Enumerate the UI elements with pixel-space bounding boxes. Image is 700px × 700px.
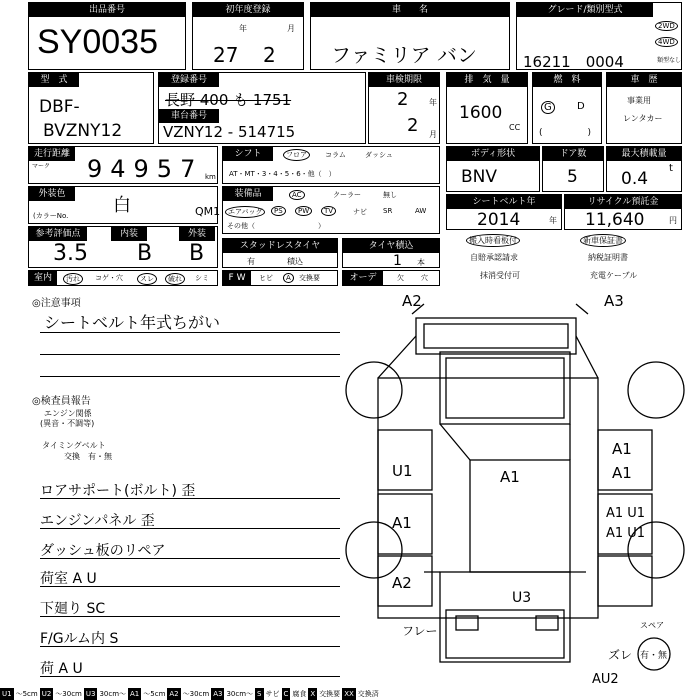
damage-mark-a1u1-right: A1 U1 — [606, 506, 646, 521]
legend-key: U3 — [85, 690, 96, 698]
payload-label: 最大積載量 — [607, 147, 681, 161]
drive-none: 類型なし — [657, 57, 682, 64]
history-rental: レンタカー — [623, 114, 663, 123]
lot-number-label: 出品番号 — [29, 3, 185, 17]
displacement-value: 1600 — [459, 103, 503, 123]
payload-cell — [606, 146, 682, 192]
interior-note-4: シミ — [195, 274, 209, 282]
lot-number: SY0035 — [37, 23, 158, 61]
damage-mark-a1-center: A1 — [500, 468, 520, 486]
mileage-unit: km — [205, 173, 216, 181]
history-business: 事業用 — [627, 96, 651, 105]
legend-key: U2 — [41, 690, 52, 698]
doc-item-5: 充電ケーブル — [590, 271, 638, 280]
inspector-line — [40, 616, 340, 617]
fuel-paren: ( ) — [539, 128, 592, 138]
model-label: 型 式 — [29, 73, 79, 87]
inspector-item-3: 荷室 A U — [40, 571, 97, 587]
legend-value: サビ — [265, 690, 280, 698]
doc-item-3: 納税証明書 — [588, 253, 628, 262]
grade-label: グレード/類別型式 — [517, 3, 653, 17]
body-type-cell — [446, 146, 540, 192]
timing-label: タイミングベルト — [42, 441, 106, 450]
exterior-grade-value: B — [189, 241, 205, 266]
mileage-label: 走行距離 — [29, 147, 75, 161]
equipment-cell — [222, 186, 440, 234]
doc-item-1: 新車保証書 — [580, 234, 626, 247]
chassis-number: VZNY12 - 514715 — [163, 123, 296, 141]
notes-title: ◎注意事項 — [32, 298, 81, 309]
interior-grade-value: B — [137, 241, 153, 266]
doors-label: ドア数 — [543, 147, 603, 161]
fw-cell — [222, 270, 338, 286]
fuel-cell — [532, 72, 602, 144]
interior-note-2: スレ — [137, 273, 157, 285]
inspector-line — [40, 558, 340, 559]
shift-dash: ダッシュ — [365, 151, 393, 159]
lot-number-cell — [28, 2, 186, 70]
doc-item-4: 抹消受付可 — [480, 271, 520, 280]
damage-mark-au2-rear: AU2 — [592, 672, 619, 687]
inspector-line — [40, 528, 340, 529]
fw-item-1: A — [283, 273, 294, 283]
history-label: 車 歴 — [607, 73, 681, 87]
notes-line — [40, 332, 340, 333]
inspection-year-unit: 年 — [429, 98, 437, 107]
payload-unit: t — [669, 163, 673, 174]
studless-cell — [222, 238, 338, 268]
legend-value: 30cm～ — [226, 690, 254, 698]
legend-key: X — [310, 690, 316, 698]
tires-label: タイヤ積込 — [343, 239, 439, 253]
engine-sub: (異音・不調等) — [40, 419, 95, 428]
damage-mark-u3-rear: U3 — [512, 590, 532, 606]
equip-other: その他（ ） — [227, 222, 325, 230]
inspector-item-4: 下廻り SC — [40, 601, 106, 617]
drive-2wd: 2WD — [655, 21, 678, 31]
displacement-label: 排 気 量 — [447, 73, 527, 87]
equip-cooler: クーラー — [333, 191, 361, 199]
legend-value: ～5cm — [143, 690, 166, 698]
shift-floor: フロア — [283, 149, 310, 161]
legend-value: 交換済 — [357, 690, 379, 698]
damage-mark-frame: フレー — [402, 624, 438, 638]
legend-key: A1 — [130, 690, 140, 698]
recycle-cell — [564, 194, 682, 230]
color-code-label: (カラーNo. — [33, 212, 69, 220]
seatbelt-label: シートベルト年 — [447, 195, 561, 209]
interior-grade-label: 内装 — [111, 227, 147, 241]
registration-month: 2 — [263, 43, 276, 67]
legend-value: ～30cm — [182, 690, 210, 698]
body-type-value: BNV — [461, 167, 498, 187]
tires-value: 1 — [393, 253, 402, 269]
inspector-item-5: F/Gルム内 S — [40, 631, 119, 647]
seatbelt-cell — [446, 194, 562, 230]
interior-note-1: コゲ・穴 — [95, 274, 123, 282]
equip-navi: ナビ — [353, 208, 367, 216]
studless-label: スタッドレスタイヤ — [223, 239, 337, 253]
shift-gears: AT・MT・3・4・5・6・他（ ） — [229, 170, 336, 178]
equipment-label: 装備品 — [223, 187, 273, 201]
legend-value: 30cm～ — [99, 690, 127, 698]
inspection-label: 車検期限 — [369, 73, 439, 87]
docs-cell — [446, 230, 682, 286]
studless-opt1: 有 — [247, 257, 255, 266]
history-cell — [606, 72, 682, 144]
spare-opts: 有・無 — [640, 651, 668, 661]
legend-key: A2 — [169, 690, 179, 698]
fw-item-2: 交換要 — [299, 274, 320, 282]
legend-key: U1 — [2, 690, 12, 698]
notes-line — [40, 376, 340, 377]
equip-ps: PS — [271, 206, 286, 216]
inspector-line — [40, 586, 340, 587]
color-label: 外装色 — [29, 187, 75, 201]
audio-label: オーディオ — [343, 271, 383, 285]
damage-mark-a1-right-top: A1 — [612, 440, 632, 458]
legend-value: ～5cm — [15, 690, 38, 698]
seatbelt-unit: 年 — [549, 216, 557, 225]
audio-item-1: 穴 — [421, 274, 428, 282]
legend-value: 交換要 — [319, 690, 341, 698]
inspection-cell — [368, 72, 440, 144]
audio-cell — [342, 270, 440, 297]
grades-cell — [28, 226, 218, 268]
exterior-grade-label: 外装 — [179, 227, 215, 241]
equip-airbag: エアバッグ — [225, 206, 265, 218]
chassis-label: 車台番号 — [159, 109, 219, 123]
month-unit: 月 — [287, 24, 295, 33]
color-value: 白 — [113, 195, 131, 216]
fuel-diesel: D — [577, 101, 585, 112]
displacement-cell — [446, 72, 528, 144]
damage-mark-a1-right-mid: A1 — [612, 464, 632, 482]
mileage-cell — [28, 146, 218, 184]
notes-line — [40, 354, 340, 355]
fw-label: F W — [223, 271, 251, 285]
registration-number: 長野 400 も 1751 — [165, 91, 292, 109]
legend-value: 腐食 — [292, 690, 307, 698]
damage-legend — [0, 688, 700, 700]
ref-grade-value: 3.5 — [53, 241, 88, 266]
notes-text: シートベルト年式ちがい — [44, 313, 221, 332]
interior-notes-cell — [28, 270, 218, 286]
car-name-label: 車 名 — [311, 3, 509, 17]
first-registration-label: 初年度登録 — [193, 3, 303, 17]
recycle-label: リサイクル預託金 — [565, 195, 681, 209]
inspector-line — [40, 676, 340, 677]
doors-cell — [542, 146, 604, 192]
interior-notes-label: 室内 — [29, 271, 57, 285]
interior-note-3: 破れ — [165, 273, 185, 285]
interior-note-0: 汚れ — [63, 273, 83, 285]
studless-opt2: 積込 — [287, 257, 303, 266]
mileage-value: 94957 — [87, 155, 204, 183]
inspector-item-1: エンジンパネル 歪 — [40, 513, 155, 529]
model-line1: DBF- — [39, 97, 80, 117]
payload-value: 0.4 — [621, 169, 649, 189]
spare-label: スペア — [640, 621, 664, 630]
legend-key: A3 — [213, 690, 223, 698]
doors-value: 5 — [567, 167, 578, 187]
grade-value: 16211 0004 — [523, 53, 624, 71]
fuel-gasoline: G — [541, 101, 555, 114]
doc-item-2: 自賠承認請求 — [470, 253, 518, 262]
legend-key: C — [283, 690, 289, 698]
recycle-value: 11,640 — [585, 210, 645, 230]
registration-label: 登録番号 — [159, 73, 219, 87]
model-cell — [28, 72, 154, 144]
seatbelt-value: 2014 — [477, 210, 521, 230]
legend-key: S — [257, 690, 262, 698]
color-cell — [28, 186, 221, 224]
inspection-month: 2 — [407, 115, 419, 136]
color-code: QM1 — [195, 205, 221, 218]
displacement-unit: CC — [509, 123, 521, 132]
year-unit: 年 — [239, 24, 247, 33]
damage-mark-u1-left: U1 — [392, 462, 413, 480]
shift-label: シフト — [223, 147, 273, 161]
inspector-item-0: ロアサポート(ボルト) 歪 — [40, 483, 196, 499]
body-type-label: ボディ形状 — [447, 147, 539, 161]
recycle-unit: 円 — [669, 216, 677, 225]
shift-cell — [222, 146, 440, 184]
tires-unit: 本 — [417, 258, 425, 267]
audio-item-0: 欠 — [397, 274, 404, 282]
equip-pw: PW — [295, 206, 312, 216]
shift-column: コラム — [325, 151, 346, 159]
fuel-label: 燃 料 — [533, 73, 601, 87]
damage-mark-a2-left: A2 — [392, 574, 412, 592]
equip-aw: AW — [415, 207, 427, 215]
first-registration-cell — [192, 2, 304, 70]
registration-cell — [158, 72, 366, 144]
inspector-line — [40, 498, 340, 499]
tires-cell — [342, 238, 440, 268]
equip-sr: SR — [383, 207, 393, 215]
registration-year: 27 — [213, 43, 239, 67]
damage-mark-a1u1-right-low: A1 U1 — [606, 526, 646, 541]
damage-mark-shift: ズレ — [608, 648, 633, 662]
inspector-title: ◎検査員報告 — [32, 396, 91, 407]
timing-opts: 交換 有・無 — [64, 452, 112, 461]
fw-item-0: ヒビ — [259, 274, 273, 282]
car-name-cell — [310, 2, 510, 70]
grade-cell — [516, 2, 682, 70]
damage-mark-a3-top: A3 — [604, 292, 624, 310]
model-line2: BVZNY12 — [43, 121, 123, 141]
engine-label: エンジン関係 — [44, 409, 92, 418]
equip-none: 無し — [383, 191, 397, 199]
doc-item-0: 搬入時看板付 — [466, 234, 520, 247]
ref-grade-label: 参考評価点 — [29, 227, 87, 241]
drive-4wd: 4WD — [655, 37, 678, 47]
inspector-item-2: ダッシュ板のリペア — [40, 543, 166, 559]
inspection-year: 2 — [397, 89, 409, 110]
inspector-line — [40, 646, 340, 647]
damage-mark-a1-left: A1 — [392, 514, 412, 532]
legend-key: XX — [344, 690, 354, 698]
equip-ac: AC — [289, 190, 305, 200]
mileage-mark-label: マーク — [32, 163, 51, 170]
equip-tv: TV — [321, 206, 336, 216]
inspector-item-6: 荷 A U — [40, 661, 83, 677]
car-name: ファミリア バン — [331, 43, 477, 67]
damage-mark-a2-top: A2 — [402, 292, 422, 310]
legend-value: ～30cm — [55, 690, 82, 698]
inspection-month-unit: 月 — [429, 130, 437, 139]
